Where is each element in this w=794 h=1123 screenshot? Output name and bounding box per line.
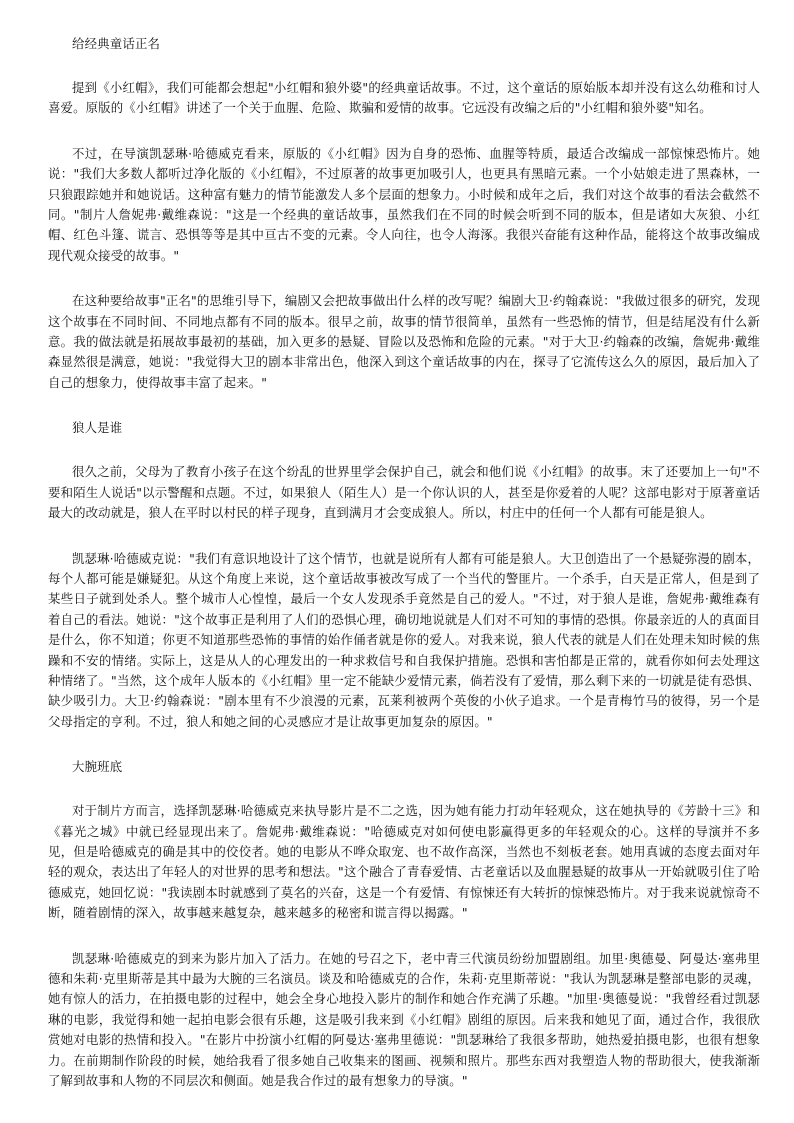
paragraph: 凯瑟琳·哈德威克的到来为影片加入了活力。在她的号召之下，老中青三代演员纷纷加盟剧组。加里·奥德曼、阿曼达·塞弗里德和朱莉·克里斯蒂是其中最为大腕的三名演员。谈及和哈德威克的合作，朱莉·克里斯蒂说："我认为凯瑟琳是整部电影的灵魂，她有惊人的活力，在拍摄电影的过程中，她会全身心地投入影片的制作和她合作充满了乐趣。"加里·奥德曼说："我曾经看过凯瑟琳的电影，我觉得和她一起拍电影会很有乐趣，这是吸引我来到《小红帽》剧组的原因。后来我和她见了面，通过合作，我很欣赏她对电影的热情和投入。"在影片中扮演小红帽的阿曼达·塞弗里德说："凯瑟琳给了我很多帮助，她热爱拍摄电影，也很有想象力。在前期制作阶段的时候，她给我看了很多她自己收集来的图画、视频和照片。那些东西对我塑造人物的帮助很大，使我渐渐了解到故事和人物的不同层次和侧面。她是我合作过的最有想象力的导演。" xyxy=(48,950,760,1089)
paragraph: 不过，在导演凯瑟琳·哈德威克看来，原版的《小红帽》因为自身的恐怖、血腥等特质，最适合改编成一部惊悚恐怖片。她说："我们大多数人都听过净化版的《小红帽》，不过原著的故事更加吸引人，也更具有黑暗元素。一个小姑娘走进了黑森林，一只狼跟踪她并和她说话。这种富有魅力的情节能激发人多个层面的想象力。小时候和成年之后，我们对这个故事的看法会截然不同。"制片人詹妮弗·戴维森说："这是一个经典的童话故事，虽然我们在不同的时候会听到不同的版本，但是诸如大灰狼、小红帽、红色斗篷、谎言、恐惧等等是其中亘古不变的元素。令人向往，也令人海涿。我很兴奋能有这种作品，能将这个故事改编成现代观众接受的故事。" xyxy=(48,145,760,263)
paragraph: 凯瑟琳·哈德威克说："我们有意识地设计了这个情节，也就是说所有人都有可能是狼人。大卫创造出了一个悬疑弥漫的剧本，每个人都可能是嫌疑犯。从这个角度上来说，这个童话故事被改写成了一个当代的警匪片。一个杀手，白天是正常人，但是到了某些日子就到处杀人。整个城市人心惶惶，最后一个女人发现杀手竟然是自己的爱人。"不过，对于狼人是谁，詹妮弗·戴维森有着自己的看法。她说："这个故事正是利用了人们的恐惧心理，确切地说就是人们对不可知的事情的恐惧。你最亲近的人的真面目是什么，你不知道；你更不知道那些恐怖的事情的始作俑者就是你的爱人。对我来说，狼人代表的就是人们在处理未知时候的焦躁和不安的情绪。实际上，这是从人的心理发出的一种求救信号和自我保护措施。恐惧和害怕都是正常的，就看你如何去处理这种情绪了。"当然，这个成年人版本的《小红帽》里一定不能缺少爱情元素，倘若没有了爱情，那么剩下来的一切就是徒有恐惧、缺少吸引力。大卫·约翰森说："剧本里有不少浪漫的元素，瓦莱利被两个英俊的小伙子追求。一个是青梅竹马的彼得，另一个是父母指定的亨利。不过，狼人和她之间的心灵感应才是让故事更加复杂的原因。" xyxy=(48,550,760,729)
article xyxy=(48,34,760,1116)
section-heading: 狼人是谁 xyxy=(72,420,123,436)
paragraph: 很久之前，父母为了教育小孩子在这个纷乱的世界里学会保护自己，就会和他们说《小红帽》的故事。末了还要加上一句"不要和陌生人说话"以示警醒和点题。不过，如果狼人（陌生人）是一个你认识的人，甚至是你爱着的人呢？这部电影对于原著童话最大的改动就是，狼人在平时以村民的样子现身，直到满月才会变成狼人。所以，村庄中的任何一个人都有可能是狼人。 xyxy=(48,464,760,521)
paragraph: 对于制片方而言，选择凯瑟琳·哈德威克来执导影片是不二之选，因为她有能力打动年轻观众，这在她执导的《芳龄十三》和《暮光之城》中就已经显现出来了。詹妮弗·戴维森说："哈德威克对如何使电影赢得更多的年轻观众的心。这样的导演并不多见，但是哈德威克的确是其中的佼佼者。她的电影从不哗众取宠、也不故作高深，当然也不刻板老套。她用真诚的态度去面对年轻的观众，表达出了年轻人的对世界的思考和想法。"这个融合了青春爱情、古老童话以及血腥悬疑的故事从一开始就吸引住了哈德威克，她回忆说："我读剧本时就感到了莫名的兴奋，这是一个有爱情、有惊悚还有大转折的惊悚恐怖片。对于我来说就惊奇不断，随着剧情的深入，故事越来越复杂，越来越多的秘密和谎言得以揭露。" xyxy=(48,803,760,921)
paragraph: 提到《小红帽》，我们可能都会想起"小红帽和狼外婆"的经典童话故事。不过，这个童话的原始版本却并没有这么幼稚和讨人喜爱。原版的《小红帽》讲述了一个关于血腥、危险、欺骗和爱情的故事。它远没有改编之后的"小红帽和狼外婆"知名。 xyxy=(48,80,760,116)
section-heading: 大腕班底 xyxy=(72,759,123,775)
paragraph: 在这种要给故事"正名"的思维引导下，编剧又会把故事做出什么样的改写呢？编剧大卫·约翰森说："我做过很多的研究，发现这个故事在不同时间、不同地点都有不同的版本。很早之前，故事的情节很简单，虽然有一些恐怖的情节，但是结尾没有什么新意。我的做法就是拓展故事最初的基础，加入更多的悬疑、冒险以及恐怖和危险的元素。"对于大卫·约翰森的改编，詹妮弗·戴维森显然很是满意，她说："我觉得大卫的剧本非常出色，他深入到这个童话故事的内在，探寻了它流传这么久的原因，最后加入了自己的想象力，使得故事丰富了起来。" xyxy=(48,293,760,390)
section-heading: 给经典童话正名 xyxy=(72,36,161,51)
